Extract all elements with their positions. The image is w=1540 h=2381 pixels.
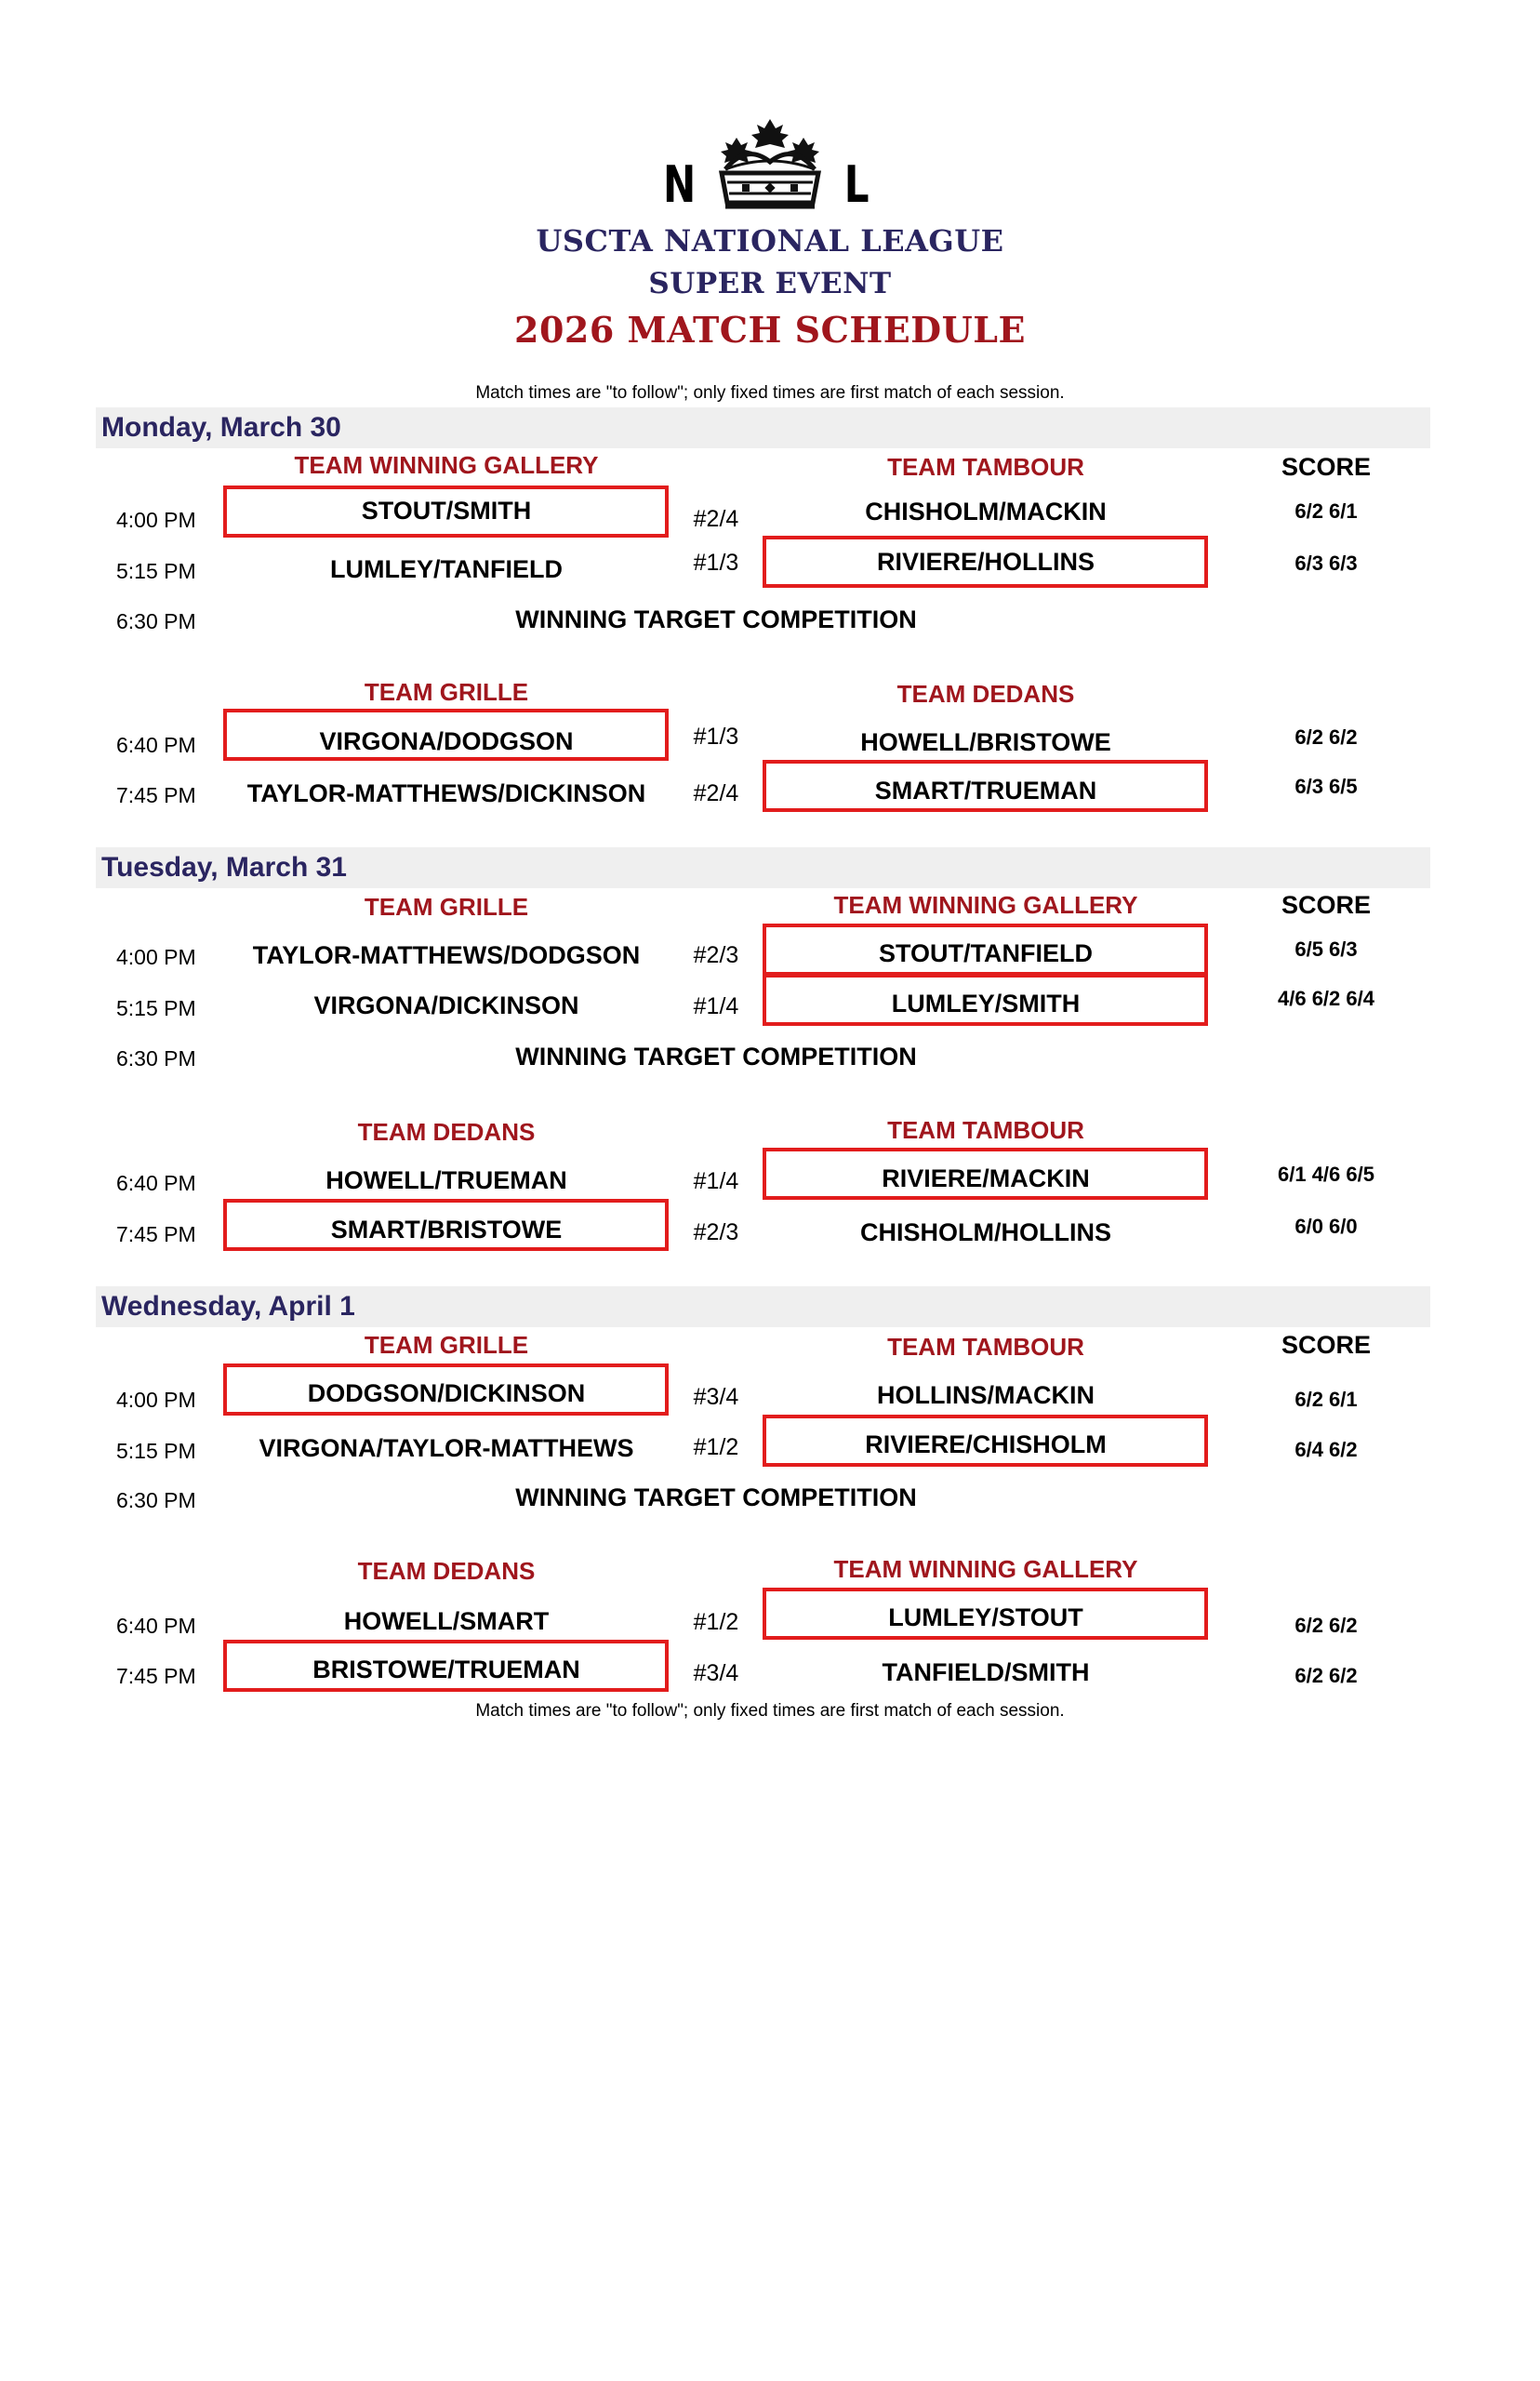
team-heading-left: TEAM GRILLE	[364, 893, 529, 921]
match-score: 6/0 6/0	[1294, 1215, 1358, 1238]
match-time: 7:45 PM	[116, 1222, 196, 1246]
pair-right: SMART/TRUEMAN	[874, 777, 1097, 805]
match-time: 7:45 PM	[116, 1664, 196, 1688]
score-heading: SCORE	[1281, 1331, 1372, 1359]
pair-left: TAYLOR-MATTHEWS/DICKINSON	[246, 779, 646, 807]
team-heading-left: TEAM GRILLE	[364, 1331, 529, 1359]
day-label: Tuesday, March 31	[101, 852, 347, 883]
draw-number: #1/2	[693, 1609, 739, 1635]
pair-right: RIVIERE/CHISHOLM	[865, 1430, 1107, 1458]
pair-left: VIRGONA/DICKINSON	[313, 991, 579, 1019]
draw-number: #1/3	[693, 550, 739, 576]
draw-number: #3/4	[693, 1660, 739, 1686]
pair-right: RIVIERE/MACKIN	[882, 1164, 1090, 1192]
day-header	[96, 407, 1430, 448]
match-time: 5:15 PM	[116, 559, 196, 583]
day-label: Wednesday, April 1	[101, 1291, 355, 1322]
pair-left: VIRGONA/DODGSON	[319, 727, 574, 755]
match-score: 6/2 6/1	[1294, 499, 1358, 523]
team-heading-left: TEAM DEDANS	[357, 1557, 536, 1585]
team-heading-right: TEAM TAMBOUR	[887, 453, 1084, 481]
match-score: 6/5 6/3	[1294, 938, 1358, 961]
logo-letter-n: N	[662, 155, 697, 214]
pair-left: HOWELL/TRUEMAN	[325, 1166, 567, 1194]
draw-number: #1/2	[693, 1434, 739, 1460]
pair-left: BRISTOWE/TRUEMAN	[312, 1656, 580, 1683]
draw-number: #1/3	[693, 724, 739, 750]
team-heading-right: TEAM WINNING GALLERY	[833, 1555, 1138, 1583]
pair-left: HOWELL/SMART	[343, 1607, 550, 1635]
match-score: 6/4 6/2	[1294, 1438, 1358, 1461]
league-logo	[651, 112, 889, 223]
draw-number: #2/4	[693, 506, 739, 532]
match-time: 6:40 PM	[116, 733, 196, 757]
draw-number: #1/4	[693, 1168, 739, 1194]
team-heading-right: TEAM TAMBOUR	[887, 1116, 1084, 1144]
schedule-note-bottom: Match times are "to follow"; only fixed times are first match of each session.	[475, 1701, 1065, 1721]
event-label: WINNING TARGET COMPETITION	[515, 605, 917, 633]
match-time: 4:00 PM	[116, 508, 196, 532]
day-header	[96, 1286, 1430, 1327]
match-score: 6/1 4/6 6/5	[1278, 1163, 1374, 1186]
schedule-note-top: Match times are "to follow"; only fixed times are first match of each session.	[475, 383, 1065, 403]
pair-right: TANFIELD/SMITH	[882, 1658, 1090, 1686]
pair-right: RIVIERE/HOLLINS	[876, 548, 1095, 576]
crown-icon	[705, 115, 835, 219]
match-time: 7:45 PM	[116, 783, 196, 807]
logo-letter-l: L	[843, 155, 870, 214]
team-heading-right: TEAM DEDANS	[896, 680, 1075, 708]
draw-number: #2/3	[693, 1219, 739, 1245]
team-heading-left: TEAM GRILLE	[364, 678, 529, 706]
title-league: USCTA NATIONAL LEAGUE	[536, 223, 1004, 259]
match-time: 4:00 PM	[116, 1388, 196, 1412]
pair-right: LUMLEY/STOUT	[888, 1603, 1083, 1631]
pair-left: VIRGONA/TAYLOR-MATTHEWS	[259, 1434, 634, 1462]
event-time: 6:30 PM	[116, 1046, 196, 1071]
event-label: WINNING TARGET COMPETITION	[515, 1483, 917, 1511]
pair-right: HOWELL/BRISTOWE	[860, 728, 1111, 756]
pair-right: CHISHOLM/MACKIN	[865, 498, 1107, 525]
draw-number: #3/4	[693, 1384, 739, 1410]
pair-left: STOUT/SMITH	[361, 497, 532, 525]
pair-left: SMART/BRISTOWE	[330, 1216, 563, 1244]
pair-left: TAYLOR-MATTHEWS/DODGSON	[252, 941, 641, 969]
match-score: 6/3 6/3	[1294, 552, 1358, 575]
draw-number: #2/4	[693, 780, 739, 806]
match-time: 6:40 PM	[116, 1171, 196, 1195]
team-heading-left: TEAM DEDANS	[357, 1118, 536, 1146]
match-time: 5:15 PM	[116, 1439, 196, 1463]
team-heading-right: TEAM WINNING GALLERY	[833, 891, 1138, 919]
match-score: 4/6 6/2 6/4	[1278, 987, 1374, 1010]
event-label: WINNING TARGET COMPETITION	[515, 1043, 917, 1071]
match-score: 6/2 6/1	[1294, 1388, 1358, 1411]
match-score: 6/2 6/2	[1294, 725, 1358, 749]
pair-right: STOUT/TANFIELD	[879, 939, 1093, 967]
match-score: 6/2 6/2	[1294, 1664, 1358, 1687]
match-time: 5:15 PM	[116, 996, 196, 1020]
pair-right: CHISHOLM/HOLLINS	[860, 1218, 1111, 1246]
team-heading-left: TEAM WINNING GALLERY	[294, 451, 599, 479]
pair-right: HOLLINS/MACKIN	[877, 1381, 1095, 1409]
pair-right: LUMLEY/SMITH	[891, 990, 1081, 1018]
day-header	[96, 847, 1430, 888]
score-heading: SCORE	[1281, 891, 1372, 919]
draw-number: #2/3	[693, 942, 739, 968]
pair-left: DODGSON/DICKINSON	[307, 1379, 586, 1407]
event-time: 6:30 PM	[116, 609, 196, 633]
title-schedule: 2026 MATCH SCHEDULE	[514, 309, 1026, 351]
match-time: 4:00 PM	[116, 945, 196, 969]
draw-number: #1/4	[693, 993, 739, 1019]
pair-left: LUMLEY/TANFIELD	[330, 555, 563, 583]
day-label: Monday, March 30	[101, 412, 341, 443]
team-heading-right: TEAM TAMBOUR	[887, 1333, 1084, 1361]
title-event: SUPER EVENT	[648, 267, 892, 300]
match-time: 6:40 PM	[116, 1614, 196, 1638]
event-time: 6:30 PM	[116, 1488, 196, 1512]
score-heading: SCORE	[1281, 453, 1372, 481]
match-score: 6/3 6/5	[1294, 775, 1358, 798]
match-score: 6/2 6/2	[1294, 1614, 1358, 1637]
